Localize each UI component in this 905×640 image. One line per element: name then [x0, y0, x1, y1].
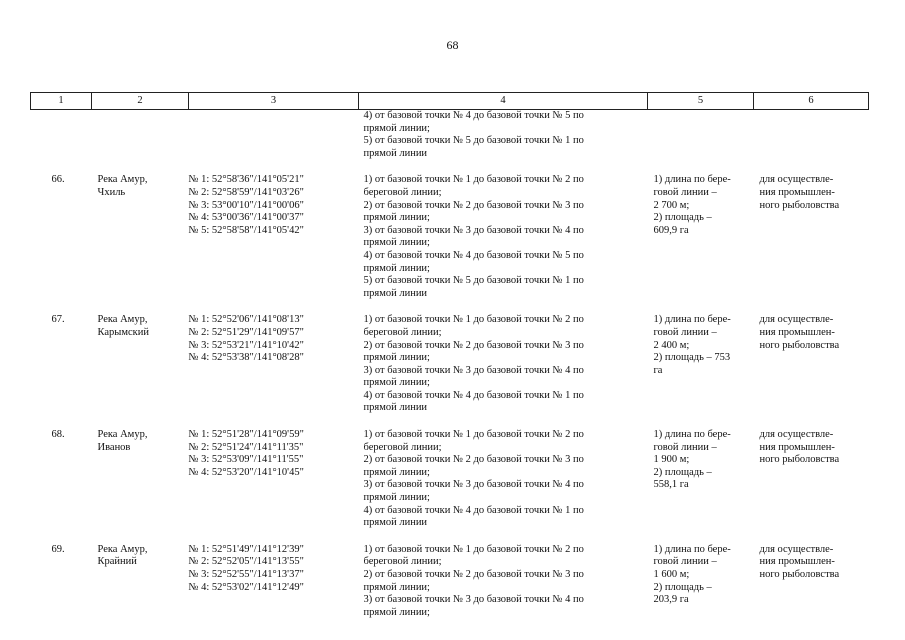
water-body-name-line: Чхиль [97, 186, 126, 198]
border-description-line: 5) от базовой точки № 5 до базовой точки № 1 по [363, 275, 584, 287]
border-description-line: прямой линии; [363, 352, 430, 364]
site-purpose-line: для осуществле- [759, 543, 834, 555]
site-purpose-line: ного рыболовства [759, 199, 840, 211]
border-description-line: береговой линии; [363, 441, 442, 453]
border-description-line: прямой линии; [363, 581, 430, 593]
border-description-line: 3) от базовой точки № 3 до базовой точки № 4 по [363, 364, 584, 376]
base-points-cell [189, 174, 359, 300]
border-description-line: 3) от базовой точки № 3 до базовой точки № 4 по [363, 479, 584, 491]
water-body-name-cell [92, 429, 189, 530]
border-description-line: 4) от базовой точки № 4 до базовой точки № 1 по [363, 389, 584, 401]
site-size-cell [648, 429, 754, 530]
base-point-coordinates: № 5: 52°58'58"/141°05'42" [188, 224, 304, 236]
base-point-coordinates: № 2: 52°58'59"/141°03'26" [188, 186, 304, 198]
site-size-line: 2) площадь – [653, 212, 712, 224]
column-header-1: 1 [31, 93, 92, 110]
border-description-line: 3) от базовой точки № 3 до базовой точки № 4 по [363, 594, 584, 606]
fishing-sites-table [30, 92, 869, 619]
water-body-name-line: Река Амур, [97, 543, 148, 555]
base-point-coordinates: № 3: 52°52'55"/141°13'37" [188, 569, 304, 580]
row-number-cell: 69. [51, 543, 65, 555]
site-size-line: га [653, 364, 663, 376]
continuation-line: прямой линии; [363, 122, 430, 134]
border-description-line: 1) от базовой точки № 1 до базовой точки № 2 по [363, 543, 584, 555]
border-description-line: прямой линии; [363, 377, 430, 389]
border-description-line: береговой линии; [363, 326, 442, 338]
continuation-line: 4) от базовой точки № 4 до базовой точки № 5 по [363, 110, 584, 121]
site-purpose-line: ния промышлен- [759, 441, 835, 453]
border-description-line: 4) от базовой точки № 4 до базовой точки № 5 по [363, 249, 584, 261]
site-purpose-line: ния промышлен- [759, 186, 835, 198]
site-size-line: 2) площадь – 753 [653, 352, 731, 364]
water-body-name-cell [92, 314, 189, 415]
border-description-line: 1) от базовой точки № 1 до базовой точки № 2 по [363, 314, 584, 326]
water-body-name-line: Река Амур, [97, 429, 148, 441]
site-size-line: 1) длина по бере- [653, 314, 731, 326]
table-row [31, 429, 869, 530]
site-size-line: 558,1 га [653, 479, 689, 491]
column-header-2: 2 [92, 93, 189, 110]
border-description-line: 1) от базовой точки № 1 до базовой точки № 2 по [363, 429, 584, 441]
base-point-coordinates: № 4: 52°53'02"/141°12'49" [188, 581, 304, 593]
row-spacer [31, 160, 869, 174]
border-description-line: 2) от базовой точки № 2 до базовой точки № 3 по [363, 339, 584, 351]
site-size-line: 1) длина по бере- [653, 174, 731, 186]
site-purpose-cell [754, 314, 869, 415]
water-body-name-cell [92, 174, 189, 300]
base-points-cell [189, 429, 359, 530]
border-description-line: 2) от базовой точки № 2 до базовой точки № 3 по [363, 454, 584, 466]
site-size-line: говой линии – [653, 186, 717, 198]
border-description-line: 2) от базовой точки № 2 до базовой точки № 3 по [363, 569, 584, 580]
site-size-cell [648, 174, 754, 300]
borders-description-cell [359, 544, 648, 620]
row-number-cell: 68. [51, 429, 65, 441]
site-purpose-line: ного рыболовства [759, 569, 840, 580]
site-size-cell [648, 314, 754, 415]
water-body-name-line: Крайний [97, 556, 137, 568]
base-points-cell [189, 544, 359, 620]
border-description-line: прямой линии; [363, 262, 430, 274]
border-description-line: прямой линии; [363, 606, 430, 618]
base-point-coordinates: № 3: 52°53'21"/141°10'42" [188, 339, 304, 351]
continuation-line: прямой линии [363, 147, 428, 159]
continuation-line: 5) от базовой точки № 5 до базовой точки № 1 по [363, 135, 584, 147]
column-header-6: 6 [754, 93, 869, 110]
page-number: 68 [446, 38, 459, 52]
border-description-line: 4) от базовой точки № 4 до базовой точки № 1 по [363, 504, 584, 516]
base-point-coordinates: № 4: 52°53'38"/141°08'28" [188, 352, 304, 364]
site-size-line: 2 700 м; [653, 199, 690, 211]
row-number-cell: 66. [51, 174, 65, 186]
border-description-line: прямой линии [363, 402, 428, 414]
border-description-line: 3) от базовой точки № 3 до базовой точки № 4 по [363, 224, 584, 236]
table-row [31, 314, 869, 415]
base-points-cell [189, 314, 359, 415]
site-size-line: 2) площадь – [653, 581, 712, 593]
site-purpose-line: ния промышлен- [759, 326, 835, 338]
base-point-coordinates: № 2: 52°51'29"/141°09'57" [188, 326, 304, 338]
border-description-line: береговой линии; [363, 186, 442, 198]
water-body-name-line: Река Амур, [97, 314, 148, 326]
table-row [31, 174, 869, 300]
base-point-coordinates: № 4: 52°53'20"/141°10'45" [188, 466, 304, 478]
borders-description-cell [359, 314, 648, 415]
site-size-line: говой линии – [653, 556, 717, 568]
continuation-row [31, 110, 869, 161]
site-size-cell [648, 544, 754, 620]
column-header-3: 3 [189, 93, 359, 110]
site-purpose-line: для осуществле- [759, 314, 834, 326]
site-size-line: 1) длина по бере- [653, 429, 731, 441]
base-point-coordinates: № 4: 53°00'36"/141°00'37" [188, 212, 304, 224]
border-description-line: прямой линии [363, 287, 428, 299]
site-size-line: 2 400 м; [653, 339, 690, 351]
base-point-coordinates: № 1: 52°51'28"/141°09'59" [188, 429, 304, 441]
site-size-line: 609,9 га [653, 224, 689, 236]
column-number-header [31, 93, 869, 110]
water-body-name-cell [92, 544, 189, 620]
border-description-line: прямой линии; [363, 212, 430, 224]
border-description-line: 1) от базовой точки № 1 до базовой точки № 2 по [363, 174, 584, 186]
base-point-coordinates: № 1: 52°58'36"/141°05'21" [188, 174, 304, 186]
table-body [31, 110, 869, 620]
site-purpose-cell [754, 429, 869, 530]
site-size-line: 1) длина по бере- [653, 543, 731, 555]
water-body-name-line: Иванов [97, 441, 131, 453]
site-size-line: говой линии – [653, 326, 717, 338]
site-purpose-line: ного рыболовства [759, 454, 840, 466]
borders-description-cell [359, 429, 648, 530]
column-header-4: 4 [359, 93, 648, 110]
border-description-line: прямой линии; [363, 237, 430, 249]
site-purpose-line: ния промышлен- [759, 556, 835, 568]
border-description-line: прямой линии; [363, 492, 430, 504]
site-size-line: 203,9 га [653, 594, 689, 606]
site-purpose-line: ного рыболовства [759, 339, 840, 351]
column-header-5: 5 [648, 93, 754, 110]
site-purpose-line: для осуществле- [759, 174, 834, 186]
borders-description-cell [359, 174, 648, 300]
site-purpose-line: для осуществле- [759, 429, 834, 441]
row-spacer [31, 415, 869, 429]
base-point-coordinates: № 3: 52°53'09"/141°11'55" [188, 454, 304, 466]
base-point-coordinates: № 1: 52°52'06"/141°08'13" [188, 314, 304, 326]
base-point-coordinates: № 3: 53°00'10"/141°00'06" [188, 199, 304, 211]
row-number-cell: 67. [51, 314, 65, 326]
base-point-coordinates: № 2: 52°51'24"/141°11'35" [188, 441, 304, 453]
site-size-line: 2) площадь – [653, 466, 712, 478]
site-size-line: 1 600 м; [653, 569, 690, 580]
table-row [31, 544, 869, 620]
row-spacer [31, 300, 869, 314]
site-size-line: говой линии – [653, 441, 717, 453]
site-size-line: 1 900 м; [653, 454, 690, 466]
base-point-coordinates: № 1: 52°51'49"/141°12'39" [188, 543, 304, 555]
water-body-name-line: Карымский [97, 326, 149, 338]
site-purpose-cell [754, 174, 869, 300]
continuation-borders-cell [359, 110, 648, 161]
base-point-coordinates: № 2: 52°52'05"/141°13'55" [188, 556, 304, 568]
border-description-line: прямой линии; [363, 466, 430, 478]
border-description-line: прямой линии [363, 517, 428, 529]
row-spacer [31, 530, 869, 544]
border-description-line: береговой линии; [363, 556, 442, 568]
border-description-line: 2) от базовой точки № 2 до базовой точки № 3 по [363, 199, 584, 211]
water-body-name-line: Река Амур, [97, 174, 148, 186]
site-purpose-cell [754, 544, 869, 620]
